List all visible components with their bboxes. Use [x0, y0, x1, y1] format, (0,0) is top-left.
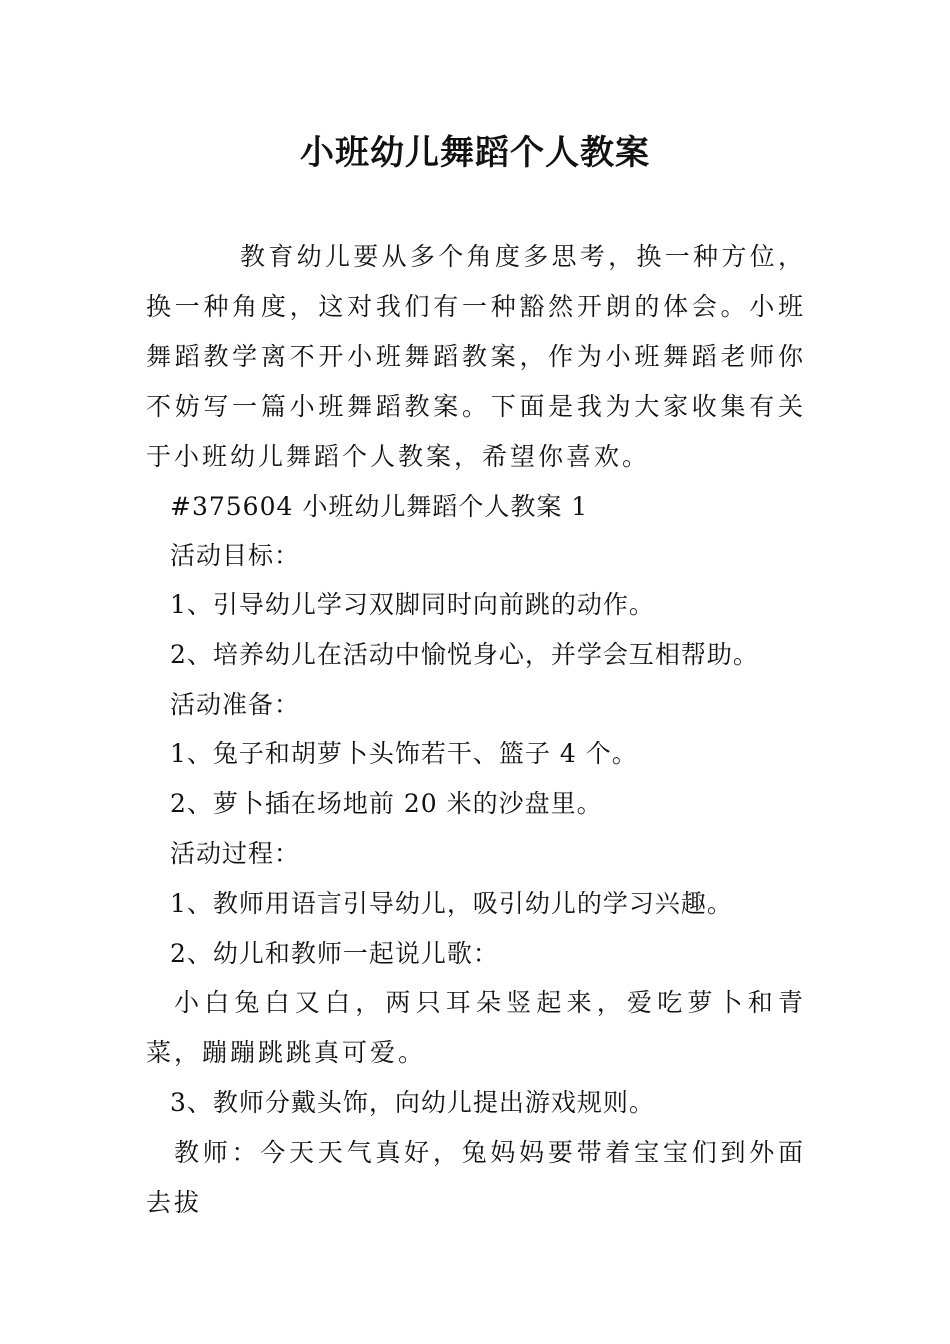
- document-title: 小班幼儿舞蹈个人教案: [300, 133, 650, 173]
- section-heading: #375604 小班幼儿舞蹈个人教案 1: [170, 492, 589, 521]
- process-heading: 活动过程：: [170, 839, 301, 868]
- intro-paragraph: 教育幼儿要从多个角度多思考，换一种方位，换一种角度，这对我们有一种豁然开朗的体会。小班舞蹈教学离不开小班舞蹈教案，作为小班舞蹈老师你不妨写一篇小班舞蹈教案。下面是我为大家收集有关于小班幼儿舞蹈个人教案，希望你喜欢。: [146, 242, 806, 471]
- prep-heading: 活动准备：: [170, 690, 301, 719]
- teacher-line: 教师：今天天气真好，兔妈妈要带着宝宝们到外面去拔: [146, 1138, 806, 1217]
- process-item-3: 3、教师分戴头饰，向幼儿提出游戏规则。: [170, 1088, 655, 1117]
- process-item-1: 1、教师用语言引导幼儿，吸引幼儿的学习兴趣。: [170, 889, 733, 918]
- process-item-2: 2、幼儿和教师一起说儿歌：: [170, 939, 499, 968]
- goal-item-2: 2、培养幼儿在活动中愉悦身心，并学会互相帮助。: [170, 640, 759, 669]
- rhyme-paragraph: 小白兔白又白，两只耳朵竖起来，爱吃萝卜和青菜，蹦蹦跳跳真可爱。: [146, 988, 806, 1067]
- prep-item-1: 1、兔子和胡萝卜头饰若干、篮子 4 个。: [170, 739, 638, 768]
- prep-item-2: 2、萝卜插在场地前 20 米的沙盘里。: [170, 789, 603, 818]
- goal-item-1: 1、引导幼儿学习双脚同时向前跳的动作。: [170, 590, 655, 619]
- goal-heading: 活动目标：: [170, 541, 301, 570]
